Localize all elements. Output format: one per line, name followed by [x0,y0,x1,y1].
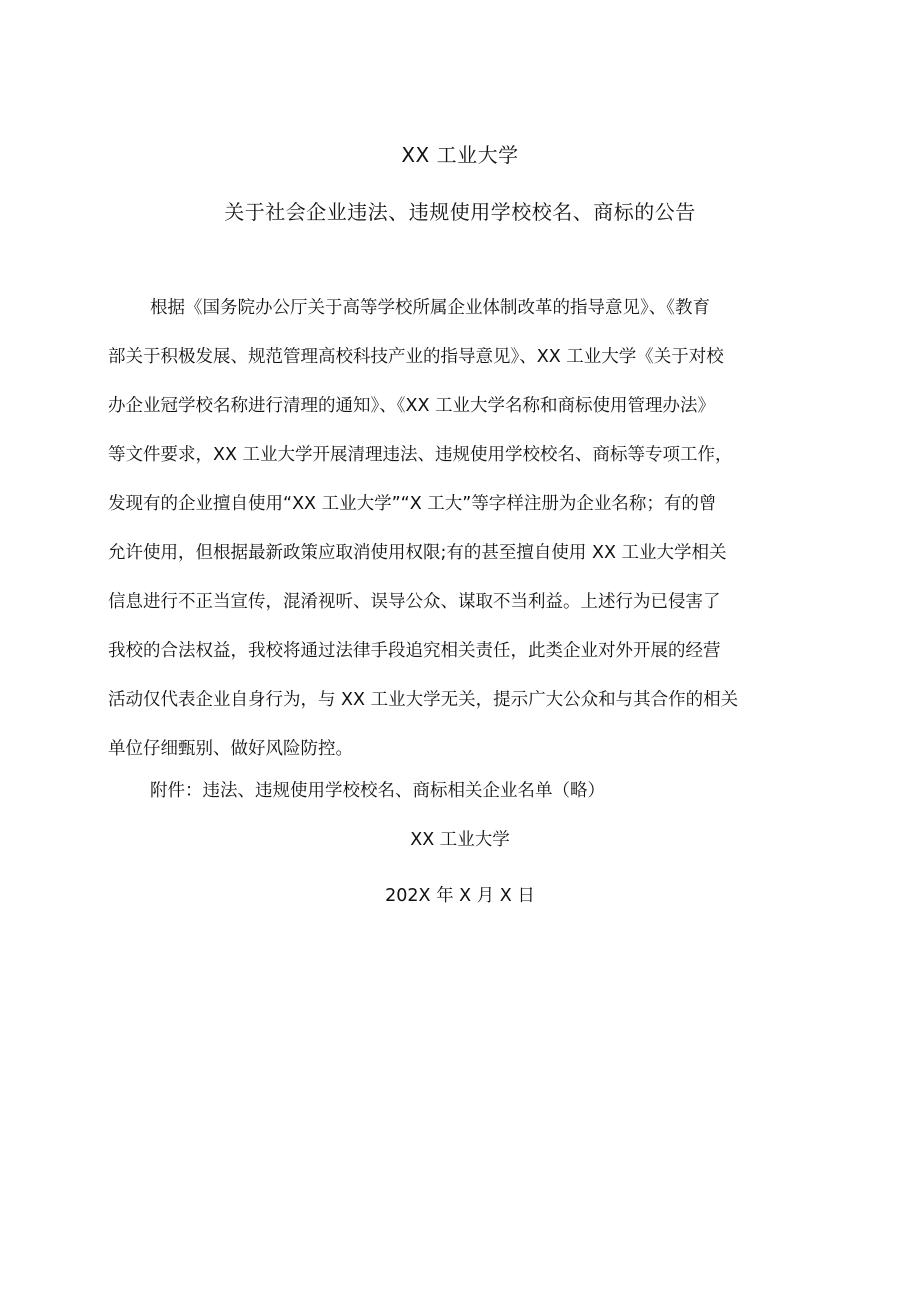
body-line: 我校的合法权益，我校将通过法律手段追究相关责任，此类企业对外开展的经营 [108,641,721,661]
date: 202X 年 X 月 X 日 [385,886,535,906]
body-line: 根据《国务院办公厅关于高等学校所属企业体制改革的指导意见》、《教育 [150,298,710,318]
body-line: 等文件要求，XX 工业大学开展清理违法、违规使用学校校名、商标等专项工作， [108,445,733,465]
announcement-title: 关于社会企业违法、违规使用学校校名、商标的公告 [224,200,696,224]
body-line: 允许使用，但根据最新政策应取消使用权限;有的甚至擅自使用 XX 工业大学相关 [108,543,727,563]
body-line: 单位仔细甄别、做好风险防控。 [108,739,353,759]
signature: XX 工业大学 [410,830,510,850]
body-line: 发现有的企业擅自使用“XX 工业大学”“X 工大”等字样注册为企业名称；有的曾 [108,494,717,514]
body-line: 活动仅代表企业自身行为，与 XX 工业大学无关，提示广大公众和与其合作的相关 [108,690,739,710]
body-line: 部关于积极发展、规范管理高校科技产业的指导意见》、XX 工业大学《关于对校 [108,347,724,367]
attachment-note: 附件：违法、违规使用学校校名、商标相关企业名单（略） [150,781,605,801]
body-line: 办企业冠学校名称进行清理的通知》、《XX 工业大学名称和商标使用管理办法》 [108,396,716,416]
body-line: 信息进行不正当宣传，混淆视听、误导公众、谋取不当利益。上述行为已侵害了 [108,592,721,612]
university-title: XX 工业大学 [401,143,519,167]
